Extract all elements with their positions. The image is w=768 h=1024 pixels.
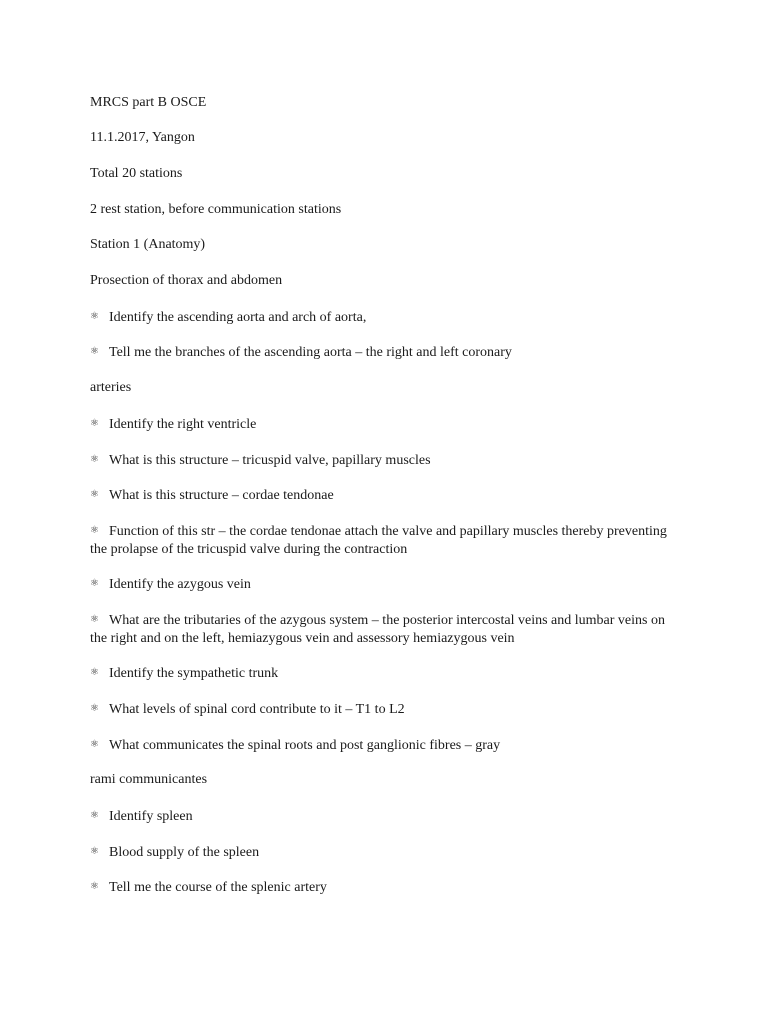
- bullet-icon: ⚛: [90, 578, 99, 589]
- bullet-item: [90, 575, 251, 594]
- bullet-icon: ⚛: [90, 418, 99, 429]
- bullet-item: [90, 843, 259, 862]
- bullet-text: What are the tributaries of the azygous system – the posterior intercostal veins and lumbar veins on the right and on the left, hemiazygous vein and assessory hemiazygous vein: [90, 613, 665, 646]
- bullet-text: What is this structure – cordae tendonae: [109, 488, 334, 503]
- bullet-item: [90, 700, 405, 719]
- paragraph: rami communicantes: [90, 772, 208, 787]
- bullet-item: [90, 611, 670, 648]
- bullet-item: [90, 308, 366, 327]
- bullet-text: Blood supply of the spleen: [109, 845, 260, 860]
- bullet-icon: ⚛: [90, 311, 99, 322]
- paragraph: Prosection of thorax and abdomen: [90, 273, 283, 288]
- bullet-text: Identify the ascending aorta and arch of aorta,: [109, 310, 367, 325]
- bullet-icon: ⚛: [90, 703, 99, 714]
- paragraph: 2 rest station, before communication stations: [90, 202, 342, 217]
- date-location: 11.1.2017, Yangon: [90, 130, 195, 145]
- bullet-item: [90, 415, 256, 434]
- bullet-icon: ⚛: [90, 525, 99, 536]
- bullet-text: Identify the sympathetic trunk: [109, 666, 279, 681]
- bullet-item: [90, 522, 670, 559]
- bullet-icon: ⚛: [90, 489, 99, 500]
- paragraph: Total 20 stations: [90, 166, 183, 181]
- bullet-icon: ⚛: [90, 810, 99, 821]
- bullet-icon: ⚛: [90, 346, 99, 357]
- bullet-text: Tell me the course of the splenic artery: [109, 880, 327, 895]
- paragraph: arteries: [90, 380, 132, 395]
- bullet-item: [90, 807, 193, 826]
- bullet-icon: ⚛: [90, 881, 99, 892]
- bullet-text: Identify spleen: [109, 809, 193, 824]
- bullet-icon: ⚛: [90, 614, 99, 625]
- station-heading: Station 1 (Anatomy): [90, 237, 206, 252]
- bullet-item: [90, 664, 278, 683]
- bullet-icon: ⚛: [90, 454, 99, 465]
- bullet-text: What levels of spinal cord contribute to it – T1 to L2: [109, 702, 405, 717]
- document-title: MRCS part B OSCE: [90, 95, 207, 110]
- bullet-icon: ⚛: [90, 739, 99, 750]
- bullet-item: [90, 486, 334, 505]
- bullet-icon: ⚛: [90, 667, 99, 678]
- bullet-item: [90, 343, 512, 362]
- bullet-text: What communicates the spinal roots and post ganglionic fibres – gray: [109, 738, 501, 753]
- bullet-item: [90, 451, 431, 470]
- bullet-item: [90, 878, 327, 897]
- bullet-text: What is this structure – tricuspid valve, papillary muscles: [109, 453, 431, 468]
- bullet-text: Tell me the branches of the ascending aorta – the right and left coronary: [109, 345, 512, 360]
- bullet-text: Function of this str – the cordae tendonae attach the valve and papillary muscles thereby preventing the prolapse of the tricuspid valve during the contraction: [90, 524, 667, 557]
- bullet-item: [90, 736, 500, 755]
- bullet-text: Identify the right ventricle: [109, 417, 257, 432]
- bullet-icon: ⚛: [90, 846, 99, 857]
- bullet-text: Identify the azygous vein: [109, 577, 251, 592]
